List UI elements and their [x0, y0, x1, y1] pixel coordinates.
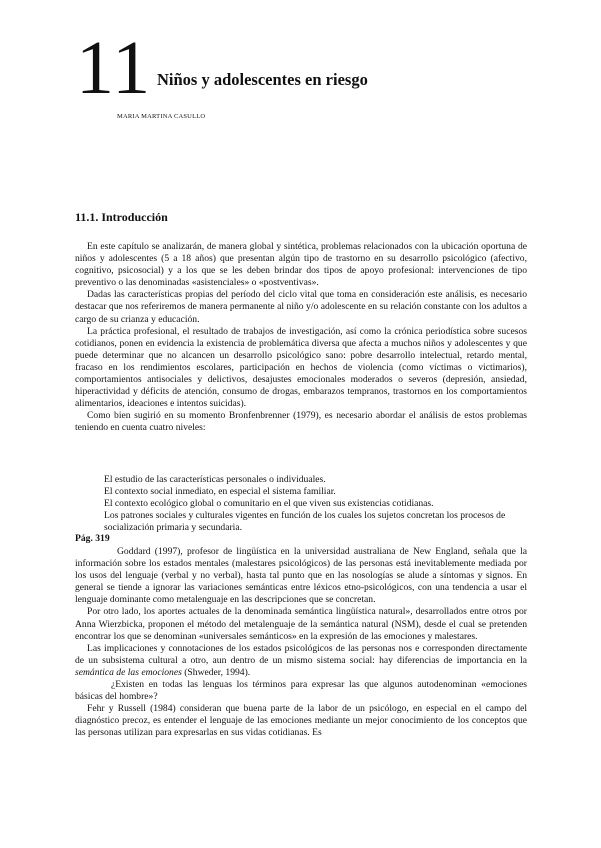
chapter-number: 11 [76, 26, 152, 110]
paragraph-fehr-russell: Fehr y Russell (1984) consideran que buena parte de la labor de un psicólogo, en especial en el campo del diagnóstico precoz, es entender el lenguaje de las emociones mediante un mejor conocimiento de los conceptos que las personas utilizan para expresarlas en sus vidas cotidianas. Es [75, 703, 527, 739]
second-text-block [75, 546, 527, 740]
intro-text-block [75, 241, 527, 435]
section-heading: 11.1. Introducción [75, 210, 168, 224]
chapter-title: Niños y adolescentes en riesgo [157, 70, 368, 89]
paragraph-goddard: Goddard (1997), profesor de lingüística en la universidad australiana de New England, señala que la información sobre los estados mentales (malestares psicológicos) de las personas está inevitablemente mediada por los usos del lenguaje (verbal y no verbal), hasta tal punto que en las nosologías se alude a síntomas y signos. En general se tiende a ignorar las variaciones semánticas entre léxicos etno-psicológicos, con una tendencia a usar el lenguaje dominante como metalenguaje en las descripciones que se concretan. [75, 546, 527, 606]
implications-text-end: (Shweder, 1994). [181, 666, 251, 678]
intro-paragraph-4: Como bien sugirió en su momento Bronfenbrenner (1979), es necesario abordar el análisis de estos problemas teniendo en cuenta cuatro niveles: [75, 410, 527, 434]
intro-paragraph-3: La práctica profesional, el resultado de trabajos de investigación, así como la crónica periodística sobre sucesos cotidianos, ponen en evidencia la existencia de problemática diversa que afecta a muchos niños y adolescentes y que puede determinar que no alcancen un desarrollo psicológico sano: pobre desarrollo intelectual, retardo mental, fracaso en los rendimientos escolares, participación en hechos de violencia (como víctimas o victimarios), comportamientos antisociales y delictivos, desajustes emocionales moderados o severos (depresión, ansiedad, hiperactividad y déficits de atención, consumo de drogas, embarazos tempranos, trastornos en los comportamientos alimentarios, ideaciones e intentos suicidas). [75, 325, 527, 410]
paragraph-implications [75, 643, 527, 679]
paragraph-question: ¿Existen en todas las lenguas los términos para expresar las que algunos autodenominan «emociones básicas del hombre»? [75, 679, 527, 703]
intro-paragraph-2: Dadas las características propias del período del ciclo vital que toma en consideración este análisis, es necesario destacar que nos referiremos de manera permanente al niño y/o adolescente en su relación constante con los adultos a cargo de su crianza y educación. [75, 289, 527, 325]
level-item: Los patrones sociales y culturales vigentes en función de los cuales los sujetos concretan los procesos de socialización primaria y secundaria. [104, 510, 506, 534]
implications-text-start: Las implicaciones y connotaciones de los estados psicológicos de las personas nos e corresponden directamente de un subsistema cultural a otro, aun dentro de un mismo sistema social: hay diferencias de importancia en la [75, 642, 527, 666]
page-marker: Pág. 319 [75, 533, 110, 544]
paragraph-nsm: Por otro lado, los aportes actuales de la denominada semántica lingüística natural», desarrollados entre otros por Anna Wierzbicka, proponen el método del metalenguaje de la semántica natural (NSM), desde el cual se pretenden encontrar los que se denominan «universales semánticos» en la expresión de las emociones y malestares. [75, 606, 527, 642]
chapter-author: MARIA MARTINA CASULLO [117, 113, 206, 120]
level-item: El contexto social inmediato, en especial el sistema familiar. [104, 486, 336, 498]
levels-list [104, 474, 527, 534]
intro-paragraph-1: En este capítulo se analizarán, de manera global y sintética, problemas relacionados con la ubicación oportuna de niños y adolescentes (5 a 18 años) que presentan algún tipo de trastorno en su desarrollo psicológico (afectivo, cognitivo, psicosocial) y a los que se les deben brindar dos tipos de apoyo profesional: intervenciones de tipo preventivo o las denominadas «asistenciales» o «postventivas». [75, 241, 527, 289]
level-item: El estudio de las características personales o individuales. [104, 474, 326, 485]
implications-italic-term: semántica de las emociones [75, 666, 182, 678]
level-item: El contexto ecológico global o comunitario en el que viven sus existencias cotidianas. [104, 498, 434, 510]
